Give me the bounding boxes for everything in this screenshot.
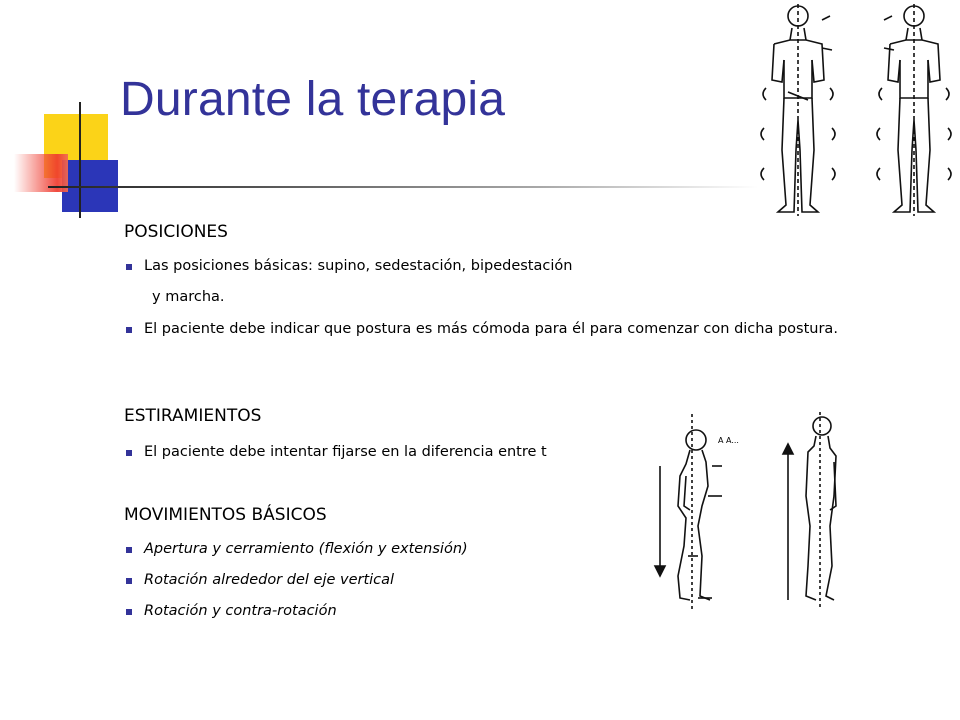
decor-vertical-line <box>79 102 81 218</box>
bullet-square-icon <box>126 578 132 584</box>
list-item: Rotación y contra-rotación <box>124 599 844 624</box>
section-heading-estiramientos: ESTIRAMIENTOS <box>124 406 262 426</box>
bullet-square-icon <box>126 264 132 270</box>
list-item: El paciente debe intentar fijarse en la diferencia entre t <box>124 440 844 465</box>
bullet-square-icon <box>126 547 132 553</box>
list-item: El paciente debe indicar que postura es más cómoda para él para comenzar con dicha postura. <box>124 317 844 342</box>
slide-title: Durante la terapia <box>120 73 506 126</box>
posture-illustration-panel <box>636 406 858 618</box>
bullet-square-icon <box>126 327 132 333</box>
title-underline <box>48 186 758 188</box>
list-item: Las posiciones básicas: supino, sedestación, bipedestación <box>124 254 844 279</box>
bullet-square-icon <box>126 609 132 615</box>
posture-annotation: A A... <box>718 436 739 445</box>
rotation-figures-illustration <box>752 0 960 220</box>
list-item-continuation: y marcha. <box>152 289 225 305</box>
list-item: Rotación alrededor del eje vertical <box>124 568 844 593</box>
section-heading-movimientos: MOVIMIENTOS BÁSICOS <box>124 505 327 525</box>
bullet-square-icon <box>126 450 132 456</box>
list-item: Apertura y cerramiento (flexión y extensión) <box>124 537 844 562</box>
section-heading-posiciones: POSICIONES <box>124 222 228 242</box>
posture-figures-drawing <box>636 406 858 618</box>
